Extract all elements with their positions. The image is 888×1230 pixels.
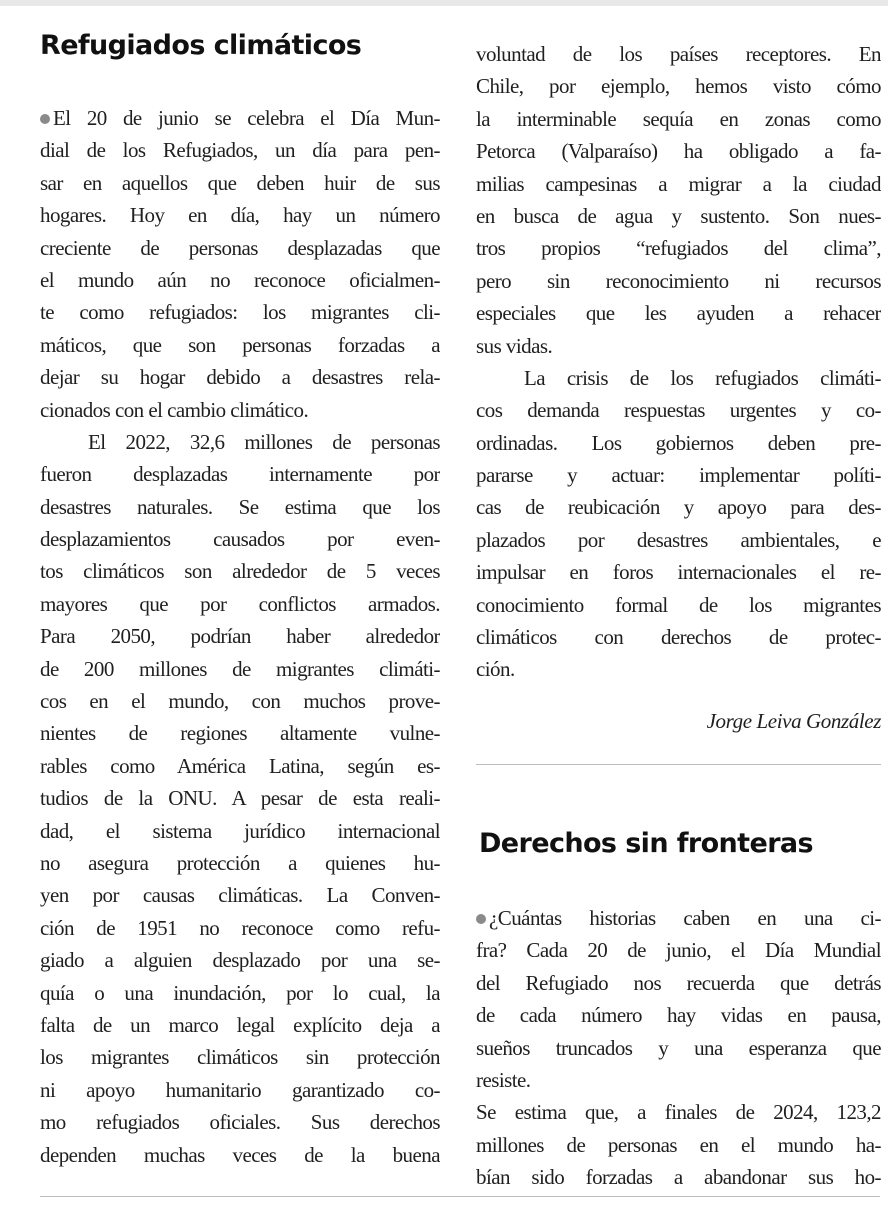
text-line — [40, 232, 440, 264]
text-line — [476, 1129, 881, 1161]
text-line-content: especiales que les ayuden a rehacer — [476, 301, 881, 326]
text-line — [476, 653, 881, 685]
text-line-content: rables como América Latina, según es- — [40, 753, 440, 778]
article-body-left — [40, 102, 440, 1171]
text-line — [476, 362, 881, 394]
text-line — [476, 902, 881, 934]
text-line-content: los migrantes climáticos sin protección — [40, 1045, 440, 1070]
text-line-content: creciente de personas desplazadas que — [40, 235, 440, 260]
text-line-content: desastres naturales. Se estima que los — [40, 494, 440, 519]
text-line-content: cos demanda respuestas urgentes y co- — [476, 398, 881, 423]
text-line — [40, 134, 440, 166]
text-line — [40, 782, 440, 814]
text-line — [476, 38, 881, 70]
text-line — [40, 620, 440, 652]
text-line-content: nientes de regiones altamente vulne- — [40, 721, 440, 746]
article-title-2: Derechos sin fronteras — [479, 828, 814, 859]
text-line — [476, 556, 881, 588]
text-line — [40, 944, 440, 976]
text-line — [476, 232, 881, 264]
text-line-content: tros propios “refugiados del clima”, — [476, 236, 881, 261]
text-line-content: dependen muchas veces de la buena — [40, 1142, 440, 1167]
text-line — [40, 329, 440, 361]
text-line-content: fra? Cada 20 de junio, el Día Mundial — [476, 938, 881, 963]
text-line — [476, 200, 881, 232]
article-title: Refugiados climáticos — [40, 30, 362, 61]
text-line — [476, 491, 881, 523]
text-line — [476, 1032, 881, 1064]
text-line — [40, 912, 440, 944]
text-line-content: ción. — [476, 657, 515, 682]
text-line-content: voluntad de los países receptores. En — [476, 42, 881, 66]
text-line-content: plazados por desastres ambientales, e — [476, 527, 881, 552]
text-line — [476, 459, 881, 491]
text-line-content: tudios de la ONU. A pesar de esta reali- — [40, 786, 440, 811]
text-line — [40, 879, 440, 911]
text-line-content: climáticos con derechos de protec- — [476, 625, 881, 650]
text-line — [476, 265, 881, 297]
text-line — [40, 361, 440, 393]
text-line-content: sus vidas. — [476, 333, 553, 358]
text-line-content: ni apoyo humanitario garantizado co- — [40, 1077, 440, 1102]
text-line — [476, 330, 881, 362]
text-line-content: sueños truncados y una esperanza que — [476, 1035, 881, 1060]
text-line-content: impulsar en foros internacionales el re- — [476, 560, 881, 585]
text-line — [476, 70, 881, 102]
text-line — [476, 967, 881, 999]
text-line-content: mo refugiados oficiales. Sus derechos — [40, 1110, 440, 1135]
text-line — [40, 1139, 440, 1171]
bottom-divider — [40, 1196, 880, 1197]
text-line-content: La crisis de los refugiados climáti- — [524, 365, 881, 390]
text-line-content: Se estima que, a finales de 2024, 123,2 — [476, 1100, 881, 1125]
text-line — [476, 621, 881, 653]
text-line — [40, 847, 440, 879]
text-line — [40, 815, 440, 847]
text-line-content: ¿Cuántas historias caben en una ci- — [489, 906, 881, 930]
top-rule — [0, 0, 888, 6]
text-line — [476, 1064, 881, 1096]
text-line-content: quía o una inundación, por lo cual, la — [40, 980, 440, 1005]
text-line — [476, 524, 881, 556]
text-line — [40, 426, 440, 458]
text-line-content: bían sido forzadas a abandonar sus ho- — [476, 1165, 881, 1190]
text-line-content: cionados con el cambio climático. — [40, 397, 309, 422]
author-signature: Jorge Leiva González — [706, 709, 881, 733]
text-line-content: dial de los Refugiados, un día para pen- — [40, 138, 440, 163]
text-line — [40, 296, 440, 328]
text-line-content: tos climáticos son alrededor de 5 veces — [40, 559, 440, 584]
article2-body — [476, 902, 881, 1194]
text-line — [476, 1161, 881, 1193]
text-line-content: mayores que por conflictos armados. — [40, 591, 440, 616]
text-line — [40, 977, 440, 1009]
text-line — [40, 1106, 440, 1138]
bullet-icon — [476, 914, 486, 924]
text-line — [40, 1074, 440, 1106]
text-line-content: sar en aquellos que deben huir de sus — [40, 170, 440, 195]
text-line-content: máticos, que son personas forzadas a — [40, 332, 440, 357]
text-line-content: milias campesinas a migrar a la ciudad — [476, 171, 881, 196]
text-line — [40, 491, 440, 523]
text-line-content: giado a alguien desplazado por una se- — [40, 948, 440, 973]
text-line — [40, 588, 440, 620]
text-line-content: Petorca (Valparaíso) ha obligado a fa- — [476, 139, 881, 164]
text-line-content: dejar su hogar debido a desastres rela- — [40, 365, 440, 390]
article-body-right — [476, 38, 881, 686]
text-line — [40, 1041, 440, 1073]
text-line-content: millones de personas en el mundo ha- — [476, 1132, 881, 1157]
text-line-content: Chile, por ejemplo, hemos visto cómo — [476, 74, 881, 99]
text-line-content: no asegura protección a quienes hu- — [40, 850, 440, 875]
text-line-content: pararse y actuar: implementar políti- — [476, 463, 881, 488]
section-divider — [476, 764, 881, 765]
text-line — [40, 750, 440, 782]
text-line-content: El 20 de junio se celebra el Día Mun- — [53, 106, 440, 130]
text-line — [476, 168, 881, 200]
text-line-content: hogares. Hoy en día, hay un número — [40, 203, 440, 228]
text-line-content: en busca de agua y sustento. Son nues- — [476, 203, 881, 228]
text-line — [40, 523, 440, 555]
text-line — [476, 135, 881, 167]
text-line — [476, 427, 881, 459]
bullet-icon — [40, 114, 50, 124]
text-line-content: cos en el mundo, con muchos prove- — [40, 689, 440, 714]
text-line-content: yen por causas climáticas. La Conven- — [40, 883, 440, 908]
text-line-content: falta de un marco legal explícito deja a — [40, 1012, 440, 1037]
text-line-content: El 2022, 32,6 millones de personas — [88, 429, 440, 454]
text-line — [40, 199, 440, 231]
text-line-content: ordinadas. Los gobiernos deben pre- — [476, 430, 881, 455]
text-line-content: del Refugiado nos recuerda que detrás — [476, 970, 881, 995]
text-line — [40, 717, 440, 749]
text-line — [40, 458, 440, 490]
text-line-content: la interminable sequía en zonas como — [476, 106, 881, 131]
text-line — [40, 394, 440, 426]
text-line — [476, 103, 881, 135]
text-line-content: cas de reubicación y apoyo para des- — [476, 495, 881, 520]
text-line-content: de 200 millones de migrantes climáti- — [40, 656, 440, 681]
text-line-content: fueron desplazadas internamente por — [40, 462, 440, 487]
text-line-content: te como refugiados: los migrantes cli- — [40, 300, 440, 325]
text-line-content: pero sin reconocimiento ni recursos — [476, 268, 881, 293]
text-line — [476, 297, 881, 329]
text-line — [40, 102, 440, 134]
text-line-content: desplazamientos causados por even- — [40, 527, 440, 552]
text-line — [476, 589, 881, 621]
text-line — [40, 264, 440, 296]
text-line — [476, 934, 881, 966]
text-line — [40, 555, 440, 587]
text-line — [476, 394, 881, 426]
text-line — [476, 999, 881, 1031]
text-line — [40, 653, 440, 685]
text-line — [40, 167, 440, 199]
text-line-content: resiste. — [476, 1067, 531, 1092]
text-line-content: conocimiento formal de los migrantes — [476, 592, 881, 617]
text-line-content: de cada número hay vidas en pausa, — [476, 1003, 881, 1028]
text-line — [476, 1096, 881, 1128]
text-line-content: Para 2050, podrían haber alrededor — [40, 624, 440, 649]
text-line-content: el mundo aún no reconoce oficialmen- — [40, 267, 440, 292]
text-line — [40, 685, 440, 717]
text-line-content: dad, el sistema jurídico internacional — [40, 818, 440, 843]
text-line — [40, 1009, 440, 1041]
text-line-content: ción de 1951 no reconoce como refu- — [40, 915, 440, 940]
